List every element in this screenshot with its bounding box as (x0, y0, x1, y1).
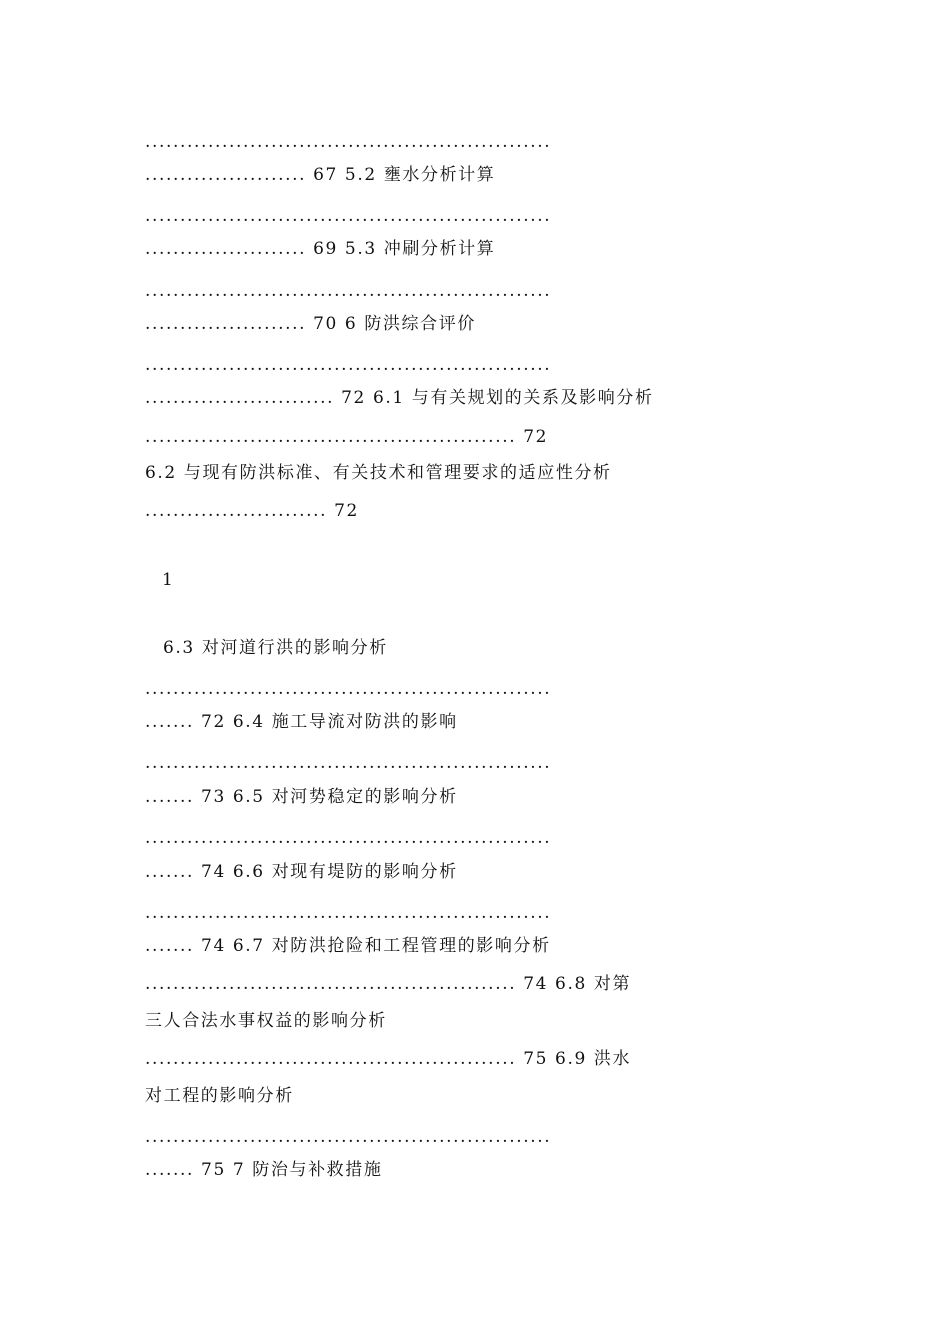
toc-entry: 三人合法水事权益的影响分析 (145, 1011, 387, 1031)
toc-entry: ....... 74 6.6 对现有堤防的影响分析 (145, 862, 458, 882)
toc-dots-line: .......................................................... (145, 281, 552, 301)
page-number: 1 (162, 570, 173, 590)
toc-dots-line: .......................................................... (145, 1127, 552, 1147)
toc-dots-line: .......................................................... (145, 753, 552, 773)
toc-entry: ..................................................... 72 (145, 427, 549, 447)
toc-dots-line: .......................................................... (145, 355, 552, 375)
toc-entry: 6.2 与现有防洪标准、有关技术和管理要求的适应性分析 (145, 463, 612, 483)
toc-entry: ....... 72 6.4 施工导流对防洪的影响 (145, 712, 458, 732)
toc-entry: .......................... 72 (145, 501, 359, 521)
toc-entry: ........................... 72 6.1 与有关规划的关系及影响分析 (145, 388, 654, 408)
toc-entry: 对工程的影响分析 (145, 1086, 294, 1106)
toc-entry: ....... 75 7 防治与补救措施 (145, 1160, 383, 1180)
toc-entry: ....................... 70 6 防洪综合评价 (145, 314, 476, 334)
toc-entry: ....................... 67 5.2 壅水分析计算 (145, 165, 496, 185)
toc-entry: ..................................................... 74 6.8 对第 (145, 974, 632, 994)
toc-entry: ....... 74 6.7 对防洪抢险和工程管理的影响分析 (145, 936, 551, 956)
toc-entry: ..................................................... 75 6.9 洪水 (145, 1049, 632, 1069)
toc-dots-line: .......................................................... (145, 903, 552, 923)
toc-dots-line: .......................................................... (145, 132, 552, 152)
toc-entry: ....................... 69 5.3 冲刷分析计算 (145, 239, 496, 259)
toc-dots-line: .......................................................... (145, 206, 552, 226)
toc-dots-line: .......................................................... (145, 679, 552, 699)
toc-entry: 6.3 对河道行洪的影响分析 (163, 638, 388, 658)
toc-entry: ....... 73 6.5 对河势稳定的影响分析 (145, 787, 458, 807)
toc-dots-line: .......................................................... (145, 828, 552, 848)
